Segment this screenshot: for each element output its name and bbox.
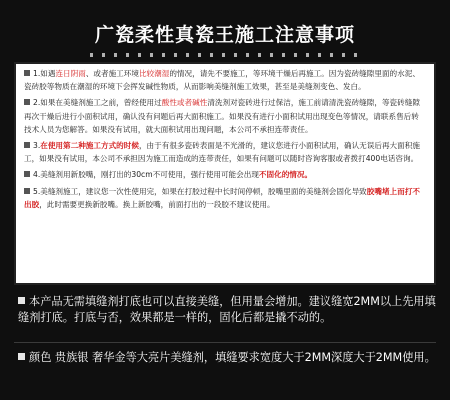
notice-item-4: 4.美缝剂用新胶嘴，刚打出的30cm不可使用，强行使用可能会出现不固化的情况。 xyxy=(24,168,426,181)
highlight-text: 不固化的情况。 xyxy=(258,170,313,180)
item-number: 2. xyxy=(33,98,41,108)
notice-item-3: 3.在使用第二种施工方式的时候，由于有很多瓷砖表面是不光滑的，建议您进行小面积试用，确认无误后再大面积施工，如果没有试用，本公司不承担因为施工而造成的连带责任，如果有问题可以随时咨询客服或者拨打400电话咨询。 xyxy=(24,141,420,164)
item-number: 5. xyxy=(33,186,41,196)
highlight-text: 比较潮湿 xyxy=(138,69,170,78)
highlight-text: 胶嘴堵上而打不出胶 xyxy=(24,186,420,209)
square-bullet-icon xyxy=(24,70,30,76)
square-bullet-icon xyxy=(24,142,30,148)
footer-note-2: 颜色 贵族银 奢华金等大亮片美缝剂，填缝要求宽度大于2MM深度大于2MM使用。 xyxy=(18,350,438,366)
square-bullet-icon xyxy=(18,353,25,360)
title-tick-rule xyxy=(0,53,450,57)
footer-note-1: 本产品无需填缝剂打底也可以直接美缝，但用量会增加。建议缝宽2MM以上先用填缝剂打底。打底与否，效果都是一样的，固化后都是撬不动的。 xyxy=(18,295,436,324)
footer-divider xyxy=(14,342,436,343)
notice-item-5: 5.美缝剂施工，建议您一次性使用完，如果在打胶过程中长时间停顿，胶嘴里面的美缝剂会固化导致胶嘴堵上而打不出胶，此时需要更换新胶嘴。换上新胶嘴，前面打出的一段胶不建议使用。 xyxy=(24,186,420,209)
item-number: 1. xyxy=(33,69,41,78)
highlight-text: 在使用第二种施工方式的时候 xyxy=(40,141,139,151)
notice-item-2: 2.如果在美缝剂施工之前，曾经使用过酸性或者碱性清洗剂对瓷砖进行过保洁，施工前请清洗瓷砖缝隙，等瓷砖缝隙再次干燥后进行小面积试用，确认没有问题后再大面积施工。如果没有进行小面积试用出现变色等情况，请联系售后转技术人员为您解答。如果没有试用，就大面积试用出现问题，本公司不承担连带责任。 xyxy=(24,98,420,134)
page-title: 广瓷柔性真瓷王施工注意事项 xyxy=(94,24,355,46)
notice-item-1: 1.如遇连日阴雨、或者施工环境比较潮湿的情况，请先不要施工，等环境干燥后再施工。因为瓷砖缝隙里面的水泥、瓷砖胶等物质在潮湿的环境下会挥发碱性物质，从而影响美缝剂施工效果，甚至是美缝剂变色、发白。 xyxy=(24,69,420,92)
notice-panel xyxy=(14,62,436,285)
highlight-text: 酸性或者碱性 xyxy=(161,98,208,108)
square-bullet-icon xyxy=(18,297,25,304)
square-bullet-icon xyxy=(24,188,30,194)
square-bullet-icon xyxy=(24,99,30,105)
highlight-text: 连日阴雨 xyxy=(55,69,86,78)
item-number: 4. xyxy=(33,170,41,180)
item-number: 3. xyxy=(33,141,41,151)
square-bullet-icon xyxy=(24,171,30,177)
